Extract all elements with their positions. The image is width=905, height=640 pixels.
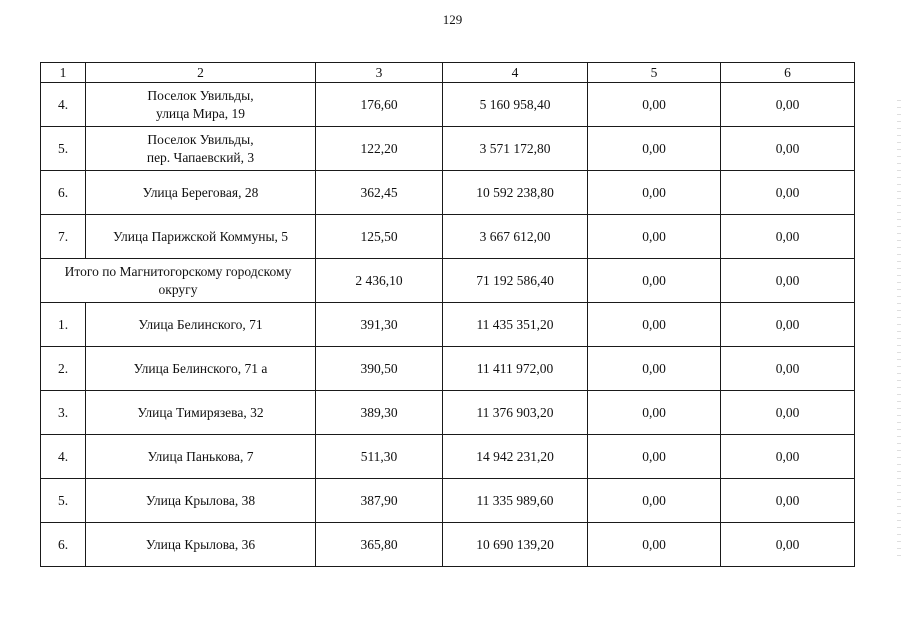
total-label-line1: Итого по Магнитогорскому городскому [64,263,292,279]
table-row [41,171,855,215]
table-row [41,435,855,479]
area-cell: 362,45 [316,171,443,215]
value-cell-col5: 0,00 [588,347,721,391]
area-cell: 365,80 [316,523,443,567]
table-row [41,303,855,347]
value-cell-col6: 0,00 [721,127,855,171]
address-cell-line1: Улица Крылова, 38 [145,492,256,508]
column-number-cell: 1 [41,63,86,83]
value-cell-col6: 0,00 [721,391,855,435]
value-cell-col6: 0,00 [721,347,855,391]
value-cell-col5: 0,00 [588,391,721,435]
address-cell-line1: Поселок Увильды, [147,87,254,103]
address-cell [86,523,316,567]
table-row [41,215,855,259]
value-cell-col5: 0,00 [588,215,721,259]
row-number: 6. [41,523,86,567]
address-cell-line1: Улица Белинского, 71 [138,316,263,332]
row-number: 6. [41,171,86,215]
area-cell: 122,20 [316,127,443,171]
area-cell: 391,30 [316,303,443,347]
address-cell-line1: Улица Парижской Коммуны, 5 [112,228,289,244]
table-body [41,63,855,567]
address-cell-line2: улица Мира, 19 [156,105,245,121]
area-cell: 511,30 [316,435,443,479]
row-number: 1. [41,303,86,347]
amount-cell: 10 592 238,80 [443,171,588,215]
row-number: 4. [41,435,86,479]
amount-cell: 11 376 903,20 [443,391,588,435]
value-cell-col6: 0,00 [721,435,855,479]
address-cell [86,347,316,391]
area-cell: 387,90 [316,479,443,523]
amount-cell: 10 690 139,20 [443,523,588,567]
value-cell-col5: 0,00 [588,83,721,127]
value-cell-col6: 0,00 [721,171,855,215]
address-cell-line2: пер. Чапаевский, 3 [146,149,255,165]
address-cell [86,215,316,259]
value-cell-col5: 0,00 [588,127,721,171]
amount-cell: 11 335 989,60 [443,479,588,523]
value-cell-col6: 0,00 [721,259,855,303]
value-cell-col6: 0,00 [721,523,855,567]
amount-cell: 5 160 958,40 [443,83,588,127]
address-cell-line1: Поселок Увильды, [147,131,254,147]
address-cell-line1: Улица Крылова, 36 [145,536,256,552]
value-cell-col5: 0,00 [588,479,721,523]
area-cell: 176,60 [316,83,443,127]
amount-cell: 3 571 172,80 [443,127,588,171]
table-row [41,523,855,567]
address-cell-line1: Улица Береговая, 28 [142,184,259,200]
amount-cell: 11 411 972,00 [443,347,588,391]
amount-cell: 11 435 351,20 [443,303,588,347]
value-cell-col5: 0,00 [588,303,721,347]
total-label-line2: округу [158,281,198,297]
page-number: 129 [442,12,463,27]
row-number: 4. [41,83,86,127]
column-number-cell: 4 [443,63,588,83]
table-row [41,347,855,391]
area-cell: 389,30 [316,391,443,435]
value-cell-col5: 0,00 [588,171,721,215]
column-number-cell: 5 [588,63,721,83]
value-cell-col5: 0,00 [588,435,721,479]
table-row [41,83,855,127]
row-number: 5. [41,479,86,523]
table-row [41,127,855,171]
area-cell: 125,50 [316,215,443,259]
value-cell-col6: 0,00 [721,479,855,523]
value-cell-col6: 0,00 [721,215,855,259]
housing-table [40,62,855,567]
amount-cell: 71 192 586,40 [443,259,588,303]
address-cell [86,83,316,127]
row-number: 5. [41,127,86,171]
row-number: 3. [41,391,86,435]
address-cell [86,171,316,215]
column-number-cell: 3 [316,63,443,83]
address-cell-line1: Улица Тимирязева, 32 [137,404,264,420]
value-cell-col6: 0,00 [721,303,855,347]
scan-artifact-marks [897,100,901,560]
address-cell-line1: Улица Белинского, 71 а [133,360,268,376]
area-cell: 2 436,10 [316,259,443,303]
column-number-cell: 2 [86,63,316,83]
address-cell [86,303,316,347]
value-cell-col5: 0,00 [588,523,721,567]
total-label [41,259,316,303]
row-number: 2. [41,347,86,391]
table-row [41,479,855,523]
address-cell [86,127,316,171]
area-cell: 390,50 [316,347,443,391]
address-cell [86,435,316,479]
address-cell [86,479,316,523]
row-number: 7. [41,215,86,259]
amount-cell: 14 942 231,20 [443,435,588,479]
address-cell [86,391,316,435]
value-cell-col6: 0,00 [721,83,855,127]
total-row [41,259,855,303]
address-cell-line1: Улица Панькова, 7 [147,448,254,464]
column-number-cell: 6 [721,63,855,83]
amount-cell: 3 667 612,00 [443,215,588,259]
column-number-row [41,63,855,83]
table-row [41,391,855,435]
value-cell-col5: 0,00 [588,259,721,303]
